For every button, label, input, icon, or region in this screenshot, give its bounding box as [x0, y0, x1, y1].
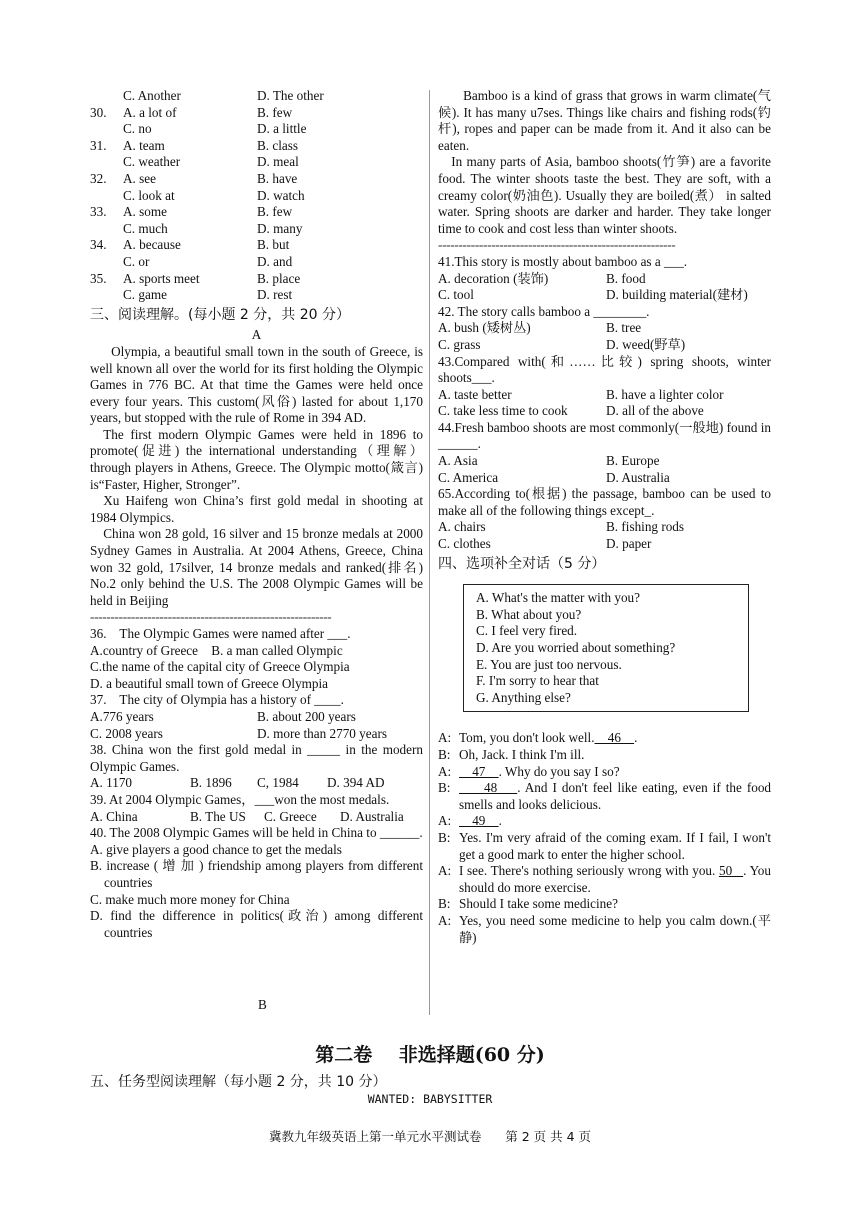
answer-blank: 48 [459, 780, 518, 796]
dialogue-line [438, 747, 771, 764]
question-39: 39. At 2004 Olympic Games，___won the most medals. [90, 791, 390, 807]
question-number [90, 121, 123, 138]
option-row [438, 271, 771, 288]
option-a: C. Another [123, 88, 181, 103]
question-36-option: A.country of Greece B. a man called Olympic [90, 642, 343, 658]
option-b: D. The other [257, 88, 324, 103]
option-row [438, 403, 771, 420]
option-a: C. or [123, 253, 150, 269]
question-number: 35. [90, 270, 107, 286]
option: C. clothes [438, 536, 491, 552]
dialogue-text [459, 913, 771, 946]
dialogue-text [459, 896, 771, 913]
question-text: 44.Fresh bamboo shoots are most commonly(一般地) found in ______. [438, 419, 771, 452]
dialogue-pre: Should I take some medicine? [459, 896, 618, 912]
question-38-option: C, 1984 [257, 775, 299, 791]
option-a: C. no [123, 121, 152, 137]
option: B. have a lighter color [606, 386, 724, 402]
dialogue-option: C. I feel very fired. [476, 623, 578, 639]
question-number [90, 287, 123, 304]
dialogue-text [459, 863, 771, 896]
option-row [90, 105, 423, 122]
question-number: 31. [90, 137, 107, 153]
passage-a-paragraph: The first modern Olympic Games were held in 1896 to promote(促进) the international understanding（理解） through players in Athens, Greece. The Olympic motto(箴言) is“Faster, Higher, Stronger”. [90, 426, 423, 492]
option: D. Australia [606, 469, 670, 485]
dialogue-option: A. What's the matter with you? [476, 590, 641, 606]
option-a: C. much [123, 220, 168, 236]
question-number: 32. [90, 170, 107, 186]
question-37: 37. The city of Olympia has a history of ____. [90, 692, 344, 708]
dialogue-line [438, 813, 771, 830]
option: D. all of the above [606, 403, 704, 419]
question-number [90, 188, 123, 205]
speaker: A: [438, 813, 452, 829]
option: A. chairs [438, 519, 486, 535]
option-row [90, 254, 423, 271]
option-row [90, 237, 423, 254]
question-40-option: C. make much more money for China [90, 891, 290, 907]
option-row [90, 287, 423, 304]
option: B. fishing rods [606, 519, 685, 535]
option-b: D. many [257, 220, 303, 236]
option: C. grass [438, 336, 481, 352]
dialogue-option: E. You are just too nervous. [476, 656, 622, 672]
dialogue-text [459, 764, 771, 781]
option-row [90, 271, 423, 288]
dialogue-line [438, 913, 771, 946]
dialogue-options-box [463, 584, 749, 712]
option-a: A. team [123, 137, 165, 153]
dialogue-pre: Yes. I'm very afraid of the coming exam. If I fail, I won't get a good mark to enter the higher school. [459, 829, 771, 862]
question-36: 36. The Olympic Games were named after ___. [90, 626, 351, 641]
option: A. taste better [438, 386, 512, 402]
option-a: A. some [123, 204, 167, 220]
question-36-option: D. a beautiful small town of Greece Olympia [90, 675, 329, 691]
option: D. weed(野草) [606, 336, 686, 352]
option-a: A. because [123, 237, 181, 253]
option: A. bush (矮树丛) [438, 320, 531, 336]
question-39-option: D. Australia [340, 808, 404, 824]
speaker: B: [438, 780, 451, 796]
option-a: A. see [123, 170, 156, 186]
option-row [90, 171, 423, 188]
passage-a-paragraph: China won 28 gold, 16 silver and 15 bronze medals at 2000 Sydney Games in Australia. At 2004 Athens, Greece, China won 32 gold, 17silver, 14 bronze medals and ranked(排名) No.2 only behind the U.S. The 2008 Olympic Games will be held in Beijing [90, 526, 423, 608]
option: C. America [438, 469, 499, 485]
option-b: D. rest [257, 287, 293, 303]
cloze-options [90, 88, 423, 304]
dialogue-option: G. Anything else? [476, 689, 571, 705]
dialogue-text [459, 747, 771, 764]
section-4-heading: 四、选项补全对话（5 分） [438, 555, 606, 572]
page-footer: 冀教九年级英语上第一单元水平测试卷 第 2 页 共 4 页 [268, 1129, 592, 1144]
question-37-option: C. 2008 years [90, 725, 163, 741]
speaker: A: [438, 763, 452, 779]
option-a: C. look at [123, 187, 175, 203]
dialogue-pre: Yes, you need some medicine to help you calm down.(平静) [459, 912, 771, 945]
question-38-option: D. 394 AD [327, 775, 385, 791]
option-b: B. have [257, 170, 298, 186]
option-row [90, 188, 423, 205]
question-39-option: A. China [90, 808, 138, 824]
speaker: A: [438, 730, 452, 746]
option: B. Europe [606, 453, 660, 469]
option-b: B. class [257, 137, 299, 153]
question-40-option: B. increase ( 增 加 ) friendship among players from different countries [90, 858, 423, 890]
option: C. take less time to cook [438, 403, 568, 419]
question-text: 43.Compared with(和……比较) spring shoots, winter shoots___. [438, 353, 771, 386]
option-row [438, 536, 771, 553]
option-a: C. game [123, 287, 167, 303]
question-39-options [90, 809, 423, 826]
dialogue-pre: Oh, Jack. I think I'm ill. [459, 746, 585, 762]
dialogue-pre: I see. There's nothing seriously wrong with you. [459, 863, 719, 879]
question-number: 33. [90, 204, 107, 220]
dialogue-post: . [498, 813, 502, 829]
dialogue-text [459, 830, 771, 863]
option-b: D. and [257, 253, 293, 269]
option: C. tool [438, 287, 474, 303]
dialogue [438, 730, 771, 946]
option-b: B. few [257, 204, 293, 220]
option-row [90, 138, 423, 155]
dialogue-line [438, 764, 771, 781]
column-divider [429, 90, 430, 1015]
question-40-option: D. find the difference in politics(政治) among different countries [90, 908, 423, 940]
section-3-heading: 三、阅读理解。(每小题 2 分，共 20 分） [90, 306, 350, 323]
question-39-option: B. The US [190, 808, 246, 824]
option-a: C. weather [123, 154, 181, 170]
option-a: A. a lot of [123, 104, 177, 120]
option: B. tree [606, 320, 642, 336]
question-39-option: C. Greece [264, 808, 317, 824]
dialogue-line [438, 830, 771, 863]
passage-b-label: B [258, 997, 267, 1012]
speaker: A: [438, 912, 452, 928]
passage-a-paragraph: Xu Haifeng won China’s first gold medal in shooting at 1984 Olympics. [90, 493, 423, 525]
question-37-option: A.776 years [90, 708, 154, 724]
question-38-option: A. 1170 [90, 775, 133, 791]
dialogue-option: D. Are you worried about something? [476, 640, 676, 655]
question-text: 41.This story is mostly about bamboo as a ___. [438, 253, 688, 269]
option-row [438, 320, 771, 337]
question-number [90, 254, 123, 271]
dialogue-post: . You should do more exercise. [459, 863, 771, 895]
question-number [90, 221, 123, 238]
question-text: 42. The story calls bamboo a ________. [438, 303, 650, 319]
dialogue-pre: Tom, you don't look well. [459, 730, 595, 746]
option: B. food [606, 270, 646, 286]
passage-b-questions [438, 254, 771, 553]
passage-a-paragraph: Olympia, a beautiful small town in the south of Greece, is well known all over the world for its first holding the Olympic Games in 776 BC. At that time the Games were held once every four years. This custom(风俗) lasted for about 1,170 years, but stopped with the rule of Rome in 394 AD. [90, 343, 423, 426]
speaker: B: [438, 746, 451, 762]
option-b: D. meal [257, 154, 299, 170]
left-column [90, 88, 423, 941]
passage-a-label: A [251, 327, 262, 343]
option-row [438, 453, 771, 470]
option-row [90, 121, 423, 138]
answer-blank: 46 [594, 730, 635, 746]
separator-dashes: ----------------------------------------------------------- [90, 609, 332, 625]
question-number: 34. [90, 237, 107, 253]
option-row [90, 221, 423, 238]
passage-b-paragraph: In many parts of Asia, bamboo shoots(竹笋) are a favorite food. The winter shoots taste the best. They are soft, with a creamy color(奶油色). Usually they are boiled(煮） in salted water. Spring shoots are darker and harder. They take longer time to cook and cost less than winter shoots. [438, 154, 771, 236]
question-36-option: C.the name of the capital city of Greece Olympia [90, 659, 350, 675]
option: D. paper [606, 536, 652, 552]
option-b: D. watch [257, 187, 305, 203]
dialogue-text [459, 730, 771, 747]
speaker: B: [438, 896, 451, 912]
passage-b-paragraph: Bamboo is a kind of grass that grows in warm climate(气候). It has many u7ses. Things like chairs and fishing rods(钓杆), ropes and paper can be made from it. And it also can be eaten. [438, 88, 771, 153]
dialogue-text [459, 813, 771, 830]
answer-blank: 47 [459, 763, 499, 779]
option-row [438, 287, 771, 304]
question-38-option: B. 1896 [190, 775, 232, 791]
option-b: B. few [257, 104, 293, 120]
option-row [438, 470, 771, 487]
option: D. building material(建材) [606, 287, 748, 303]
option: A. Asia [438, 453, 478, 469]
option-b: B. but [257, 237, 290, 253]
dialogue-text [459, 780, 771, 813]
question-text: 65.According to(根据) the passage, bamboo can be used to make all of the following things except_. [438, 486, 771, 518]
option-row [438, 387, 771, 404]
question-40: 40. The 2008 Olympic Games will be held in China to ______. [90, 825, 423, 841]
dialogue-post: . And I don't feel like eating, even if the food smells and looks delicious. [459, 780, 772, 812]
question-40-option: A. give players a good chance to get the medals [90, 841, 342, 857]
question-number: 30. [90, 104, 107, 120]
speaker: A: [438, 863, 452, 879]
dialogue-post: . Why do you say I so? [498, 763, 620, 779]
option-row [90, 154, 423, 171]
wanted-line: WANTED: BABYSITTER [367, 1092, 493, 1106]
dialogue-option: F. I'm sorry to hear that [476, 673, 599, 689]
option-b: D. a little [257, 121, 307, 137]
option-row [90, 88, 423, 105]
dialogue-line [438, 730, 771, 747]
option-row [90, 204, 423, 221]
dialogue-line [438, 780, 771, 813]
dialogue-line [438, 863, 771, 896]
question-number [90, 88, 123, 105]
option-row [438, 337, 771, 354]
question-37-option: D. more than 2770 years [257, 725, 388, 741]
answer-blank: 50 [718, 863, 744, 879]
option-a: A. sports meet [123, 270, 200, 286]
option-row [438, 519, 771, 536]
question-38-options [90, 775, 423, 792]
answer-blank: 49 [459, 813, 499, 829]
question-number [90, 154, 123, 171]
separator-dashes: ---------------------------------------------------------- [438, 237, 676, 253]
question-37-option: B. about 200 years [257, 708, 356, 724]
question-38: 38. China won the first gold medal in _____ in the modern Olympic Games. [90, 742, 423, 774]
dialogue-post: . [634, 730, 638, 746]
speaker: B: [438, 829, 451, 845]
dialogue-line [438, 896, 771, 913]
part-2-title: 第二卷 非选择题(60 分) [315, 1044, 545, 1066]
option: A. decoration (装饰) [438, 270, 549, 286]
section-5-heading: 五、任务型阅读理解（每小题 2 分，共 10 分） [90, 1074, 387, 1090]
right-column [438, 88, 771, 946]
dialogue-option: B. What about you? [476, 606, 582, 622]
option-b: B. place [257, 270, 301, 286]
